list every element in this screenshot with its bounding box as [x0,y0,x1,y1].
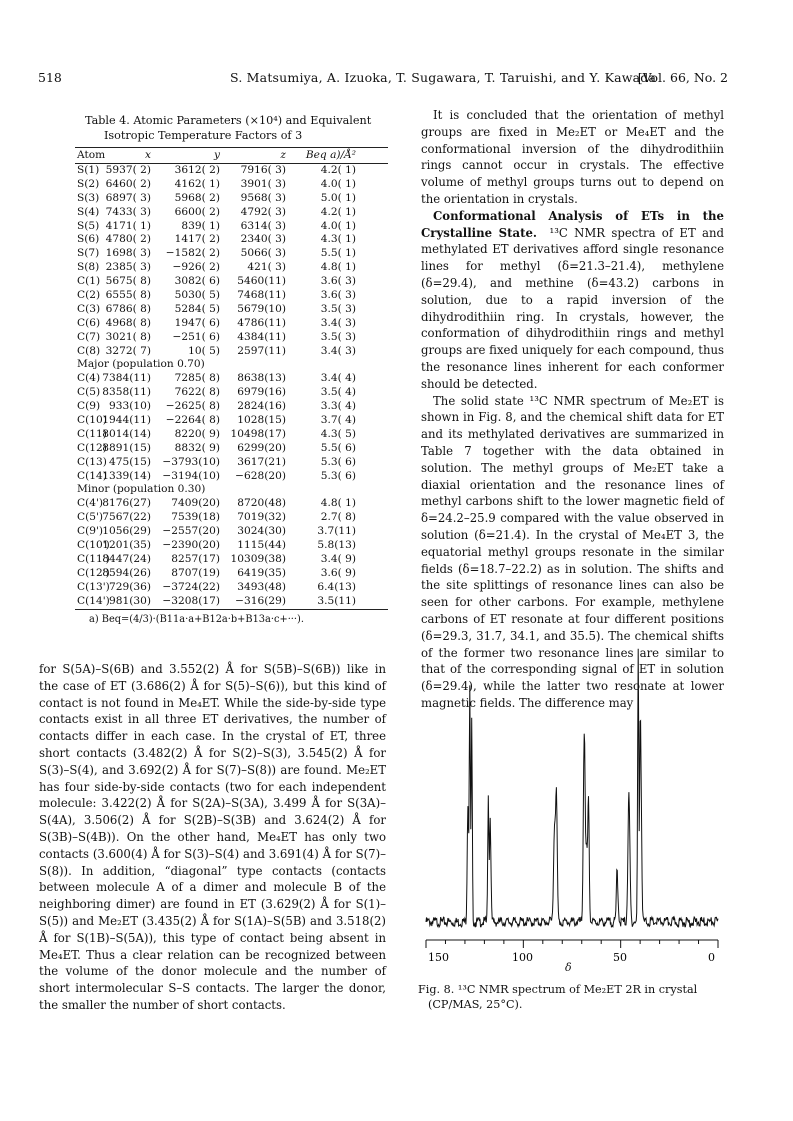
table-cell-z: 10498(17) [230,427,286,440]
table-cell-z: 5460(11) [237,275,286,288]
table-cell-x: 1944(11) [102,414,151,427]
x-axis-label: δ [565,961,572,974]
table-cell-x: 729(36) [109,580,151,593]
table-cell-atom: C(10) [77,414,107,427]
table-cell-y: 3082( 6) [174,275,220,288]
table-row [75,442,388,456]
table-cell-y: −2390(20) [162,539,220,552]
table-cell-b: 3.5( 4) [320,386,356,399]
table-row [75,247,388,261]
table-cell-b: 3.7( 4) [320,414,356,427]
right-column-text [421,107,724,712]
table-cell-x: 7433( 3) [105,205,151,218]
table-row [75,261,388,275]
table-cell-y: 8257(17) [171,552,220,565]
table-cell-z: −316(29) [235,594,286,607]
table-row [75,470,388,484]
table-cell-atom: S(1) [77,164,100,176]
nmr-spectrum-plot [418,636,726,966]
table-cell-x: 7384(11) [102,372,151,385]
table-cell-y: 8220( 9) [174,427,220,440]
table-row [75,178,388,192]
table-cell-x: 3021( 8) [105,330,151,343]
table-cell-b: 5.5( 1) [320,247,356,260]
figure-caption-line1: Fig. 8. ¹³C NMR spectrum of Me₂ET 2R in crystal [418,983,698,996]
table-cell-atom: C(6) [77,316,101,329]
running-header [38,70,728,86]
table-cell-z: 3024(30) [237,525,286,538]
table-cell-b: 5.5( 6) [320,441,356,454]
figure-caption [418,983,724,1012]
table-cell-atom: S(7) [77,247,100,260]
table-cell-atom: C(8) [77,344,101,357]
table-cell-z: 2597(11) [237,344,286,357]
table-cell-x: 8594(26) [102,566,151,579]
table-cell-z: 1115(44) [237,539,286,552]
table-cell-z: 4792( 3) [240,205,286,218]
table-cell-y: 5030( 5) [174,289,220,302]
table-row [75,220,388,234]
table-cell-z: 6299(20) [237,441,286,454]
table-cell-x: 5675( 8) [105,275,151,288]
table-cell-y: −2264( 8) [165,414,220,427]
table-cell-y: −3724(22) [162,580,220,593]
table-caption-line1: Table 4. Atomic Parameters (×10⁴) and Equivalent [85,114,372,127]
minor-population-label: Minor (population 0.30) [77,483,206,496]
table-cell-z: 8720(48) [237,497,286,510]
table-cell-z: −628(20) [235,469,286,482]
tick-label-0: 0 [708,951,715,964]
table-row [75,553,388,567]
table-cell-b: 4.8( 1) [320,261,356,274]
table-cell-z: 1028(15) [237,414,286,427]
table-cell-b: 4.3( 5) [320,427,356,440]
table-row [75,289,388,303]
table-cell-y: −1582( 2) [165,247,220,260]
table-cell-b: 5.3( 6) [320,469,356,482]
col-x: x [145,149,151,161]
table-cell-x: 8447(24) [102,552,151,565]
table-cell-b: 4.0( 1) [320,219,356,232]
col-z: z [280,149,286,161]
table-row [75,567,388,581]
table-row [75,525,388,539]
col-y: y [214,149,220,161]
table-row [75,400,388,414]
section-heading: Conformational Analysis of ETs in the Crystalline State. [421,208,724,240]
table-cell-atom: S(8) [77,261,100,274]
table-row [75,345,388,359]
table-footnote: a) Beq=(4/3)·(B11a·a+B12a·b+B13a·c+···). [89,613,304,625]
table-row [75,428,388,442]
table-cell-z: 6419(35) [237,566,286,579]
table-bottom-rule [75,609,388,610]
table-cell-b: 5.3( 6) [320,455,356,468]
table-cell-b: 3.4( 3) [320,344,356,357]
table-cell-atom: C(2) [77,289,101,302]
volume-info: [Vol. 66, No. 2 [637,70,728,85]
table-cell-b: 3.4( 3) [320,316,356,329]
table-cell-atom: S(6) [77,233,100,246]
left-column-text [39,661,386,1014]
table-cell-x: 6897( 3) [105,191,151,204]
table-row [75,539,388,553]
table-caption-line2: Isotropic Temperature Factors of 3 [104,128,303,142]
table-cell-z: 7468(11) [237,289,286,302]
spectrum-trace [426,649,718,927]
table-cell-z: 4384(11) [237,330,286,343]
table-cell-atom: C(4') [77,497,104,510]
running-authors: S. Matsumiya, A. Izuoka, T. Sugawara, T. Taruishi, and Y. Kawada [230,70,657,85]
table-cell-atom: S(2) [77,177,100,190]
table-row [75,331,388,345]
right-paragraph-1: It is concluded that the orientation of methyl groups are fixed in Me₂ET or Me₄ET and the conformational inversion of the dihydrodithiin rings cannot occur in crystals. The effective volume of methyl groups turns out to depend on the orientation in crystals. [421,108,724,206]
table-cell-x: 8891(15) [102,441,151,454]
table-body-main [75,164,388,358]
table-cell-y: −3793(10) [162,455,220,468]
table-cell-z: 3617(21) [237,455,286,468]
table-cell-b: 5.8(13) [317,539,356,552]
tick-label-50: 50 [613,951,627,964]
table-cell-x: 2385( 3) [105,261,151,274]
table-row [75,275,388,289]
atomic-parameters-table [75,147,388,627]
table-row [75,372,388,386]
table-cell-b: 3.4( 9) [320,552,356,565]
table-cell-atom: S(5) [77,219,100,232]
table-cell-x: 6555( 8) [105,289,151,302]
table-cell-b: 6.4(13) [317,580,356,593]
table-cell-x: 933(10) [109,400,151,413]
table-caption [85,114,405,143]
table-row [75,581,388,595]
table-cell-atom: C(7) [77,330,101,343]
table-cell-atom: C(4) [77,372,101,385]
table-cell-atom: C(13) [77,455,107,468]
table-cell-atom: C(1) [77,275,101,288]
table-row [75,206,388,220]
table-cell-y: −251( 6) [172,330,220,343]
right-paragraph-2 [421,208,724,393]
table-cell-x: 4780( 2) [105,233,151,246]
table-cell-x: 5937( 2) [105,164,151,176]
table-cell-y: 7622( 8) [174,386,220,399]
table-cell-y: −2557(20) [162,525,220,538]
table-row [75,164,388,178]
table-cell-atom: C(11) [77,427,107,440]
table-cell-y: 8832( 9) [174,441,220,454]
table-cell-z: 6979(16) [237,386,286,399]
table-cell-x: 6460( 2) [105,177,151,190]
table-cell-b: 3.5( 3) [320,302,356,315]
table-cell-x: 4968( 8) [105,316,151,329]
table-cell-b: 4.2( 1) [320,164,356,176]
table-cell-x: 4171( 1) [105,219,151,232]
table-cell-z: 3493(48) [237,580,286,593]
table-cell-b: 3.5(11) [317,594,356,607]
table-row [75,303,388,317]
table-cell-z: 9568( 3) [240,191,286,204]
table-cell-y: −2625( 8) [165,400,220,413]
table-cell-atom: C(5') [77,511,104,524]
table-row [75,595,388,609]
table-cell-y: 1417( 2) [174,233,220,246]
left-paragraph: for S(5A)–S(6B) and 3.552(2) Å for S(5B)–S(6B)) like in the case of ET (3.686(2) Å for S(5)–S(6)), but this kind of contact is not found in Me₄ET. While the side-by-side type contacts exist in all three ET derivatives, the number of contacts differ in each case. In the crystal of ET, three short contacts (3.482(2) Å for S(2)–S(3), 3.545(2) Å for S(3)–S(4), and 3.692(2) Å for S(7)–S(8)) are found. Me₂ET has four side-by-side contacts (two for each independent molecule: 3.422(2) Å for S(2A)–S(3A), 3.499 Å for S(3A)–S(4A), 3.506(2) Å for S(2B)–S(3B) and 3.624(2) Å for S(3B)–S(4B)). On the other hand, Me₄ET has only two contacts (3.600(4) Å for S(3)–S(4) and 3.691(4) Å for S(7)–S(8)). In addition, “diagonal” type contacts (contacts between molecule A of a dimer and molecule B of the neighboring dimer) are found in ET (3.629(2) Å for S(1)–S(5)) and Me₂ET (3.435(2) Å for S(1A)–S(5B) and 3.518(2) Å for S(1B)–S(5A)), this type of contact being absent in Me₄ET. Thus a clear relation can be recognized between the volume of the donor molecule and the number of short intermolecular S–S contacts. The larger the donor, the smaller the number of short contacts. [39,662,386,1012]
table-cell-z: 7019(32) [237,511,286,524]
table-cell-z: 5066( 3) [240,247,286,260]
table-body-minor [75,497,388,608]
table-cell-atom: C(9) [77,400,101,413]
table-cell-z: 10309(38) [230,552,286,565]
table-cell-atom: C(13') [77,580,110,593]
table-cell-y: 6600( 2) [174,205,220,218]
table-cell-y: 5968( 2) [174,191,220,204]
nmr-spectrum-figure [418,636,726,974]
table-cell-b: 3.6( 3) [320,275,356,288]
table-cell-y: −3194(10) [162,469,220,482]
table-cell-b: 3.3( 4) [320,400,356,413]
table-cell-b: 3.6( 9) [320,566,356,579]
table-cell-y: 7409(20) [171,497,220,510]
table-cell-x: 1698( 3) [105,247,151,260]
tick-label-100: 100 [512,951,533,964]
table-cell-b: 3.6( 3) [320,289,356,302]
x-axis-ticks [426,940,718,948]
table-cell-b: 3.7(11) [317,525,356,538]
table-cell-y: 1947( 6) [174,316,220,329]
table-cell-y: −926( 2) [172,261,220,274]
table-cell-x: 6786( 8) [105,302,151,315]
table-cell-y: 3612( 2) [174,164,220,176]
table-row [75,511,388,525]
table-cell-z: 2340( 3) [240,233,286,246]
table-cell-z: 8638(13) [237,372,286,385]
col-atom: Atom [77,149,106,161]
figure-caption-line2: (CP/MAS, 25°C). [428,997,523,1011]
table-cell-atom: C(14') [77,594,110,607]
tick-label-150: 150 [428,951,449,964]
table-cell-x: 7567(22) [102,511,151,524]
table-cell-y: −3208(17) [162,594,220,607]
table-cell-z: 3901( 3) [240,177,286,190]
table-cell-x: 3272( 7) [105,344,151,357]
page-number: 518 [38,70,62,85]
table-cell-z: 421( 3) [247,261,286,274]
table-cell-x: 1056(29) [102,525,151,538]
table-cell-b: 4.2( 1) [320,205,356,218]
table-cell-y: 10( 5) [188,344,220,357]
table-row [75,497,388,511]
table-cell-atom: S(4) [77,205,100,218]
table-row [75,456,388,470]
table-cell-atom: C(10') [77,539,110,552]
table-cell-atom: S(3) [77,191,100,204]
right-paragraph-2-body: ¹³C NMR spectra of ET and methylated ET derivatives afford single resonance lines for methyl (δ=21.3–21.4), methylene (δ=29.4), and methine (δ=43.2) carbons in solution, due to a rapid inversion of the dihydrodithiin ring. In crystals, however, the conformation of dihydrodithiin rings and methyl groups are fixed uniquely for each compound, thus the resonance lines inherent for each conformer should be detected. [421,225,724,391]
table-cell-atom: C(12') [77,566,110,579]
table-cell-x: 8014(14) [102,427,151,440]
table-cell-y: 5284( 5) [174,302,220,315]
table-cell-atom: C(12) [77,441,107,454]
table-cell-b: 3.5( 3) [320,330,356,343]
table-cell-z: 2824(16) [237,400,286,413]
table-cell-atom: C(9') [77,525,104,538]
table-cell-atom: C(5) [77,386,101,399]
table-cell-y: 4162( 1) [174,177,220,190]
table-body-major [75,372,388,483]
table-cell-z: 7916( 3) [240,164,286,176]
table-row [75,414,388,428]
table-cell-z: 5679(10) [237,302,286,315]
table-cell-b: 4.8( 1) [320,497,356,510]
table-cell-b: 4.0( 1) [320,177,356,190]
table-cell-x: 1339(14) [102,469,151,482]
table-row [75,317,388,331]
table-row [75,233,388,247]
table-cell-b: 5.0( 1) [320,191,356,204]
right-paragraph-3: The solid state ¹³C NMR spectrum of Me₂ET is shown in Fig. 8, and the chemical shift data for ET and its methylated derivatives are summarized in Table 7 together with the data obtained in solution. The methyl groups of Me₂ET take a diaxial orientation and the resonance lines of methyl carbons shift to the lower magnetic field of δ=24.2–25.9 compared with the value observed in solution (δ=21.4). In the crystal of Me₄ET 3, the equatorial methyl groups resonate in the similar fields (δ=18.7–22.2) as in solution. The shifts and the site splittings of resonance lines can also be seen for other carbons. For example, methylene carbons of ET resonate at four different positions (δ=29.3, 31.7, 34.1, and 35.5). The chemical shifts of the former two resonance lines are similar to that of the corresponding signal of ET in solution (δ=29.4), while the latter two resonate at lower magnetic fields. The difference may [421,393,724,710]
table-cell-atom: C(11') [77,552,110,565]
table-cell-z: 4786(11) [237,316,286,329]
table-cell-x: 8358(11) [102,386,151,399]
table-cell-y: 7539(18) [171,511,220,524]
col-beq: Beq a)/Å² [305,149,356,161]
table-cell-b: 4.3( 1) [320,233,356,246]
table-cell-y: 839( 1) [181,219,220,232]
table-cell-x: 981(30) [109,594,151,607]
table-cell-b: 3.4( 4) [320,372,356,385]
table-row [75,386,388,400]
table-cell-atom: C(14) [77,469,107,482]
table-cell-x: 475(15) [109,455,151,468]
table-cell-x: 1201(35) [102,539,151,552]
table-cell-y: 8707(19) [171,566,220,579]
table-header-row [75,148,388,163]
table-cell-x: 8176(27) [102,497,151,510]
table-cell-y: 7285( 8) [174,372,220,385]
table-cell-z: 6314( 3) [240,219,286,232]
table-cell-b: 2.7( 8) [320,511,356,524]
table-cell-atom: C(3) [77,302,101,315]
table-row [75,192,388,206]
major-population-label: Major (population 0.70) [77,358,205,371]
